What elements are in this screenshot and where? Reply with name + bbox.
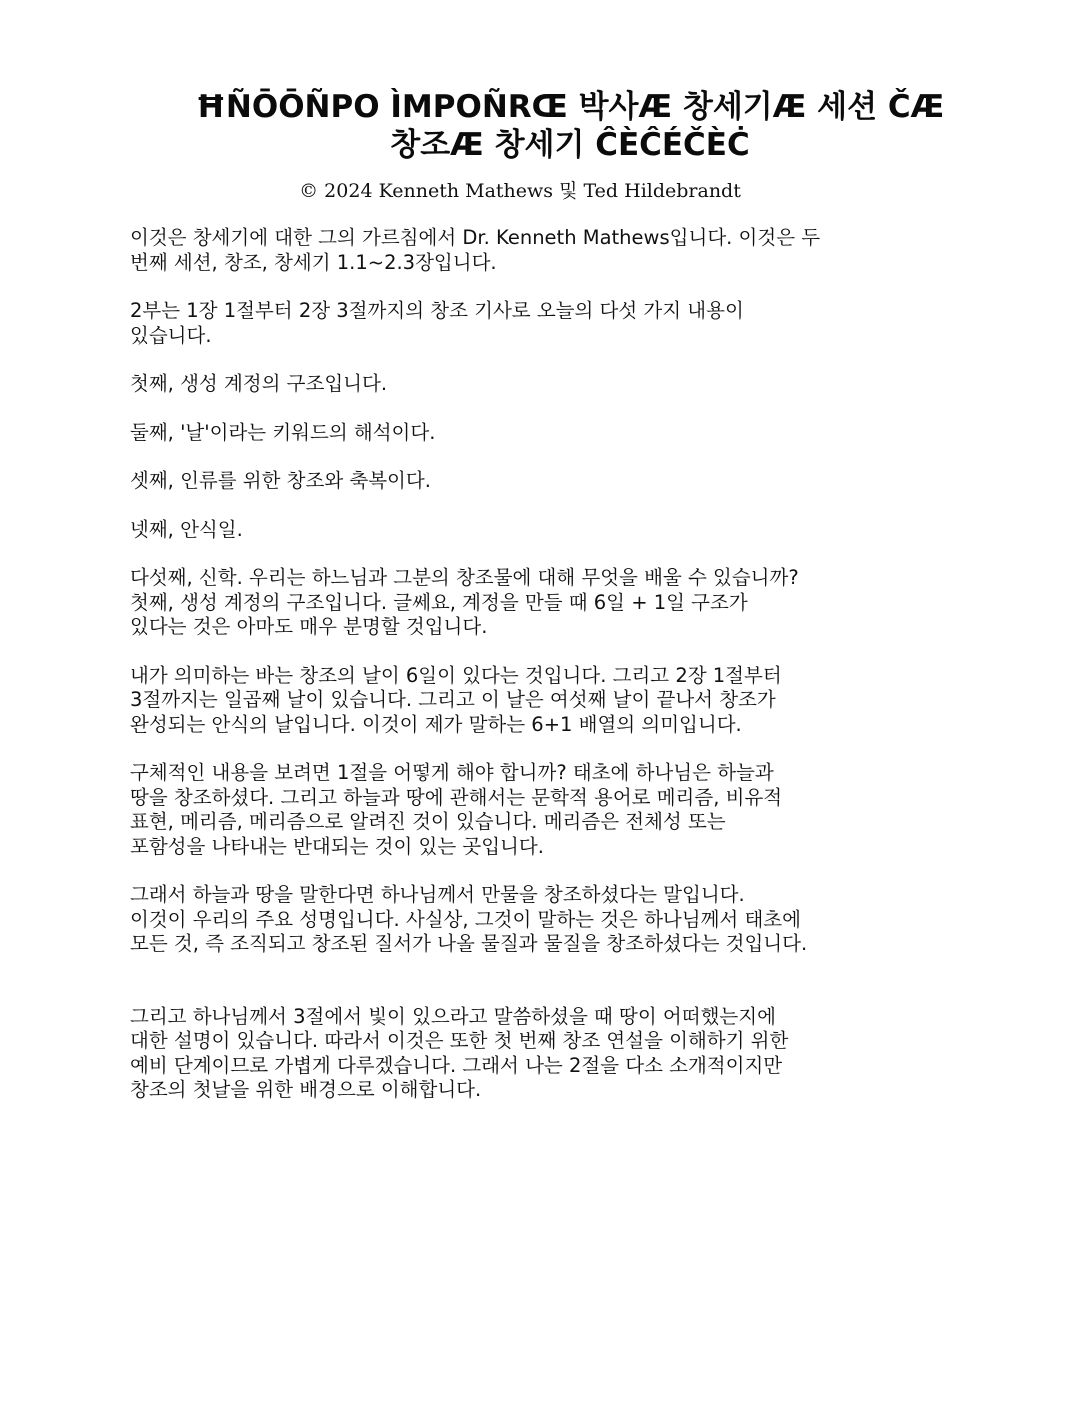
paragraph-5	[130, 469, 970, 494]
text-line: 3절까지는 일곱째 날이 있습니다. 그리고 이 날은 여섯째 날이 끝나서 창조가	[130, 688, 776, 711]
text-line: 구체적인 내용을 보려면 1절을 어떻게 해야 합니까? 태초에 하나님은 하늘과	[130, 761, 774, 784]
paragraph-2	[130, 299, 970, 348]
text-line: 모든 것, 즉 조직되고 창조된 질서가 나올 물질과 물질을 창조하셨다는 것입니다.	[130, 932, 808, 955]
text-line: 이것이 우리의 주요 성명입니다. 사실상, 그것이 말하는 것은 하나님께서 태초에	[130, 907, 801, 931]
text-line: 땅을 창조하셨다. 그리고 하늘과 땅에 관해서는 문학적 용어로 메리즘, 비유적	[130, 785, 783, 809]
document-title	[130, 88, 1010, 164]
text-line: 표현, 메리즘, 메리즘으로 알려진 것이 있습니다. 메리즘은 전체성 또는	[130, 810, 726, 833]
title-line-2: 창조Æ 창세기 ĈÈĈÉČÈĊ	[390, 127, 750, 163]
paragraph-4	[130, 421, 970, 446]
text-line: 완성되는 안식의 날입니다. 이것이 제가 말하는 6+1 배열의 의미입니다.	[130, 712, 742, 736]
text-line: 첫째, 생성 계정의 구조입니다. 글쎄요, 계정을 만들 때 6일 + 1일 구조가	[130, 590, 748, 614]
text-line: 넷째, 안식일.	[130, 517, 243, 541]
text-line: 있습니다.	[130, 323, 212, 347]
paragraph-9	[130, 761, 970, 859]
text-line: 둘째, '날'이라는 키워드의 해석이다.	[130, 420, 436, 444]
paragraph-8	[130, 664, 970, 738]
text-line: 첫째, 생성 계정의 구조입니다.	[130, 372, 388, 395]
text-line: 다섯째, 신학. 우리는 하느님과 그분의 창조물에 대해 무엇을 배울 수 있습니까?	[130, 566, 799, 589]
paragraph-1	[130, 226, 970, 275]
text-line: 이것은 창세기에 대한 그의 가르침에서 Dr. Kenneth Mathews입니다. 이것은 두	[130, 226, 821, 249]
text-line: 창조의 첫날을 위한 배경으로 이해합니다.	[130, 1078, 482, 1101]
copyright-notice: © 2024 Kenneth Mathews 및 Ted Hildebrandt	[299, 180, 741, 202]
text-line: 그리고 하나님께서 3절에서 빛이 있으라고 말씀하셨을 때 땅이 어떠했는지에	[130, 1004, 776, 1028]
paragraph-6	[130, 518, 970, 543]
paragraph-7	[130, 566, 970, 640]
text-line: 2부는 1장 1절부터 2장 3절까지의 창조 기사로 오늘의 다섯 가지 내용이	[130, 299, 744, 322]
text-line: 번째 세션, 창조, 창세기 1.1~2.3장입니다.	[130, 250, 497, 274]
paragraph-3	[130, 372, 970, 397]
title-line-1: ĦÑŌŌÑPO ÌMPOÑRŒ 박사Æ 창세기Æ 세션 ČÆ	[195, 89, 945, 125]
text-line: 있다는 것은 아마도 매우 분명할 것입니다.	[130, 615, 488, 638]
text-line: 예비 단계이므로 가볍게 다루겠습니다. 그래서 나는 2절을 다소 소개적이지만	[130, 1053, 783, 1077]
text-line: 대한 설명이 있습니다. 따라서 이것은 또한 첫 번째 창조 연설을 이해하기 위한	[130, 1029, 789, 1052]
text-line: 포함성을 나타내는 반대되는 것이 있는 곳입니다.	[130, 834, 544, 858]
paragraph-10	[130, 883, 970, 957]
text-line: 내가 의미하는 바는 창조의 날이 6일이 있다는 것입니다. 그리고 2장 1절부터	[130, 663, 782, 687]
paragraph-11	[130, 1005, 970, 1103]
text-line: 셋째, 인류를 위한 창조와 축복이다.	[130, 469, 431, 492]
document-body	[130, 226, 970, 1127]
text-line: 그래서 하늘과 땅을 말한다면 하나님께서 만물을 창조하셨다는 말입니다.	[130, 883, 745, 906]
